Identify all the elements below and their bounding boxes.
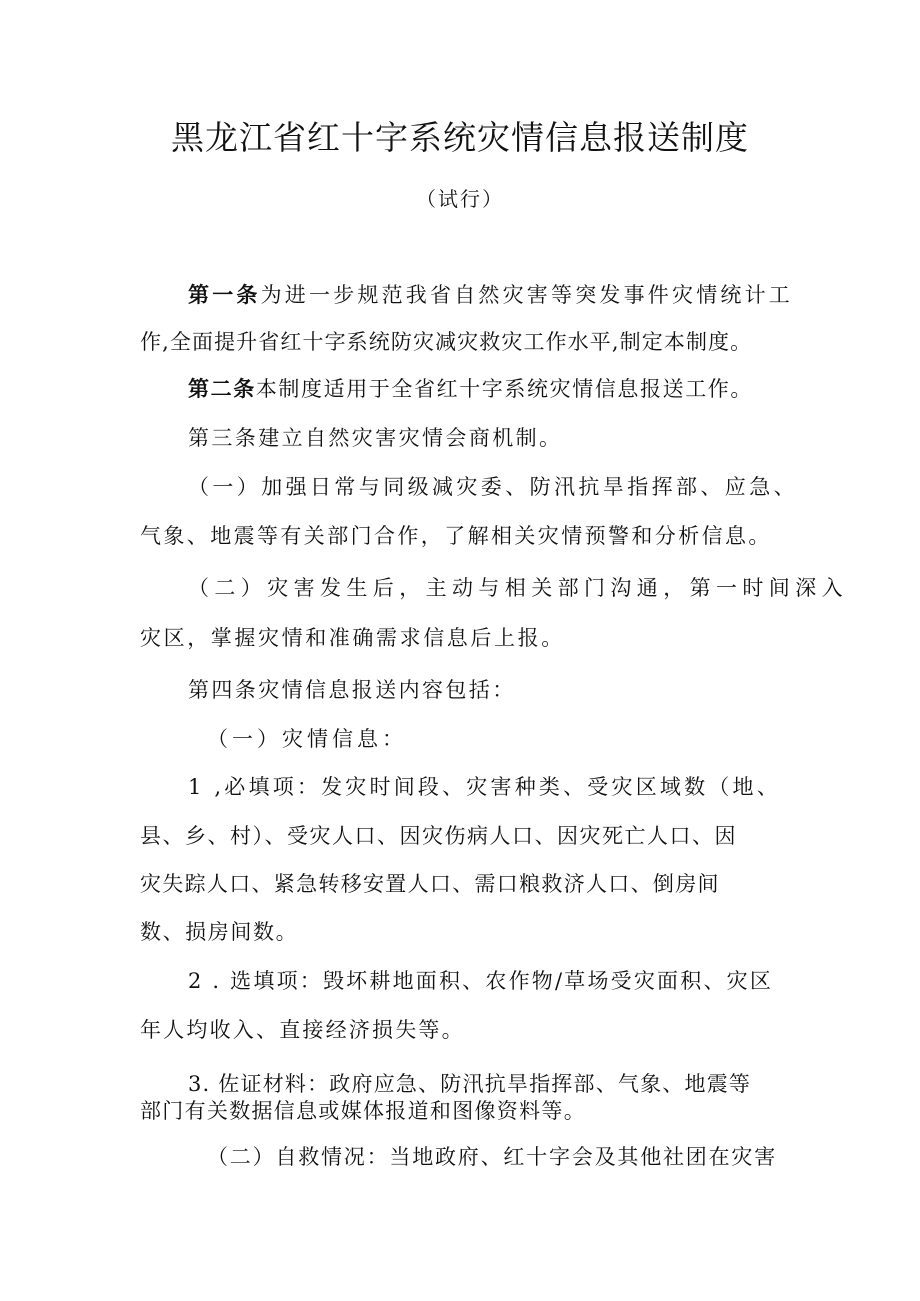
article1-text-line1: 为进一步规范我省自然灾害等突发事件灾情统计工 (260, 283, 794, 307)
article3-item1-line1: （一）加强日常与同级减灾委、防汛抗旱指挥部、应急、 (188, 475, 798, 499)
document-subtitle: （试行） (416, 187, 504, 211)
article3-item2-line1: （二）灾害发生后，主动与相关部门沟通，第一时间深入 (188, 576, 848, 600)
article4-sub1: （一）灾情信息： (207, 727, 407, 751)
article2-text: 本制度适用于全省红十字系统灾情信息报送工作。 (255, 377, 754, 401)
evidence-line2: 部门有关数据信息或媒体报道和图像资料等。 (140, 1099, 586, 1123)
article2-line (188, 375, 753, 403)
article1-line2: 作,全面提升省红十字系统防灾减灾救灾工作水平,制定本制度。 (140, 330, 753, 354)
article4-heading: 第四条 (188, 678, 259, 702)
article3-item2-line2: 灾区，掌握灾情和准确需求信息后上报。 (140, 626, 565, 650)
article4-sub2: （二）自救情况：当地政府、红十字会及其他社团在灾害 (207, 1145, 777, 1169)
required-line2: 县、乡、村）、受灾人口、因灾伤病人口、因灾死亡人口、因 (140, 824, 737, 848)
required-line4: 数、损房间数。 (140, 920, 299, 944)
article3-heading-line: 第三条建立自然灾害灾情会商机制。 (188, 426, 563, 450)
article3-item1-line2: 气象、地震等有关部门合作，了解相关灾情预警和分析信息。 (140, 524, 772, 548)
required-line3: 灾失踪人口、紧急转移安置人口、需口粮救济人口、倒房间 (140, 872, 720, 896)
evidence-line1: 3. 佐证材料：政府应急、防汛抗旱指挥部、气象、地震等 (188, 1072, 752, 1096)
article1-heading: 第一条 (188, 283, 261, 307)
article4-line (188, 676, 516, 704)
optional-line2: 年人均收入、直接经济损失等。 (140, 1018, 465, 1042)
article2-heading: 第二条 (188, 377, 256, 401)
article4-text: 灾情信息报送内容包括： (258, 678, 516, 702)
required-line1: 1 ,必填项：发灾时间段、灾害种类、受灾区域数（地、 (188, 775, 781, 799)
optional-line1: 2 . 选填项：毁坏耕地面积、农作物/草场受灾面积、灾区 (188, 969, 774, 993)
document-title: 黑龙江省红十字系统灾情信息报送制度 (171, 118, 749, 157)
article1-line1 (188, 281, 793, 309)
